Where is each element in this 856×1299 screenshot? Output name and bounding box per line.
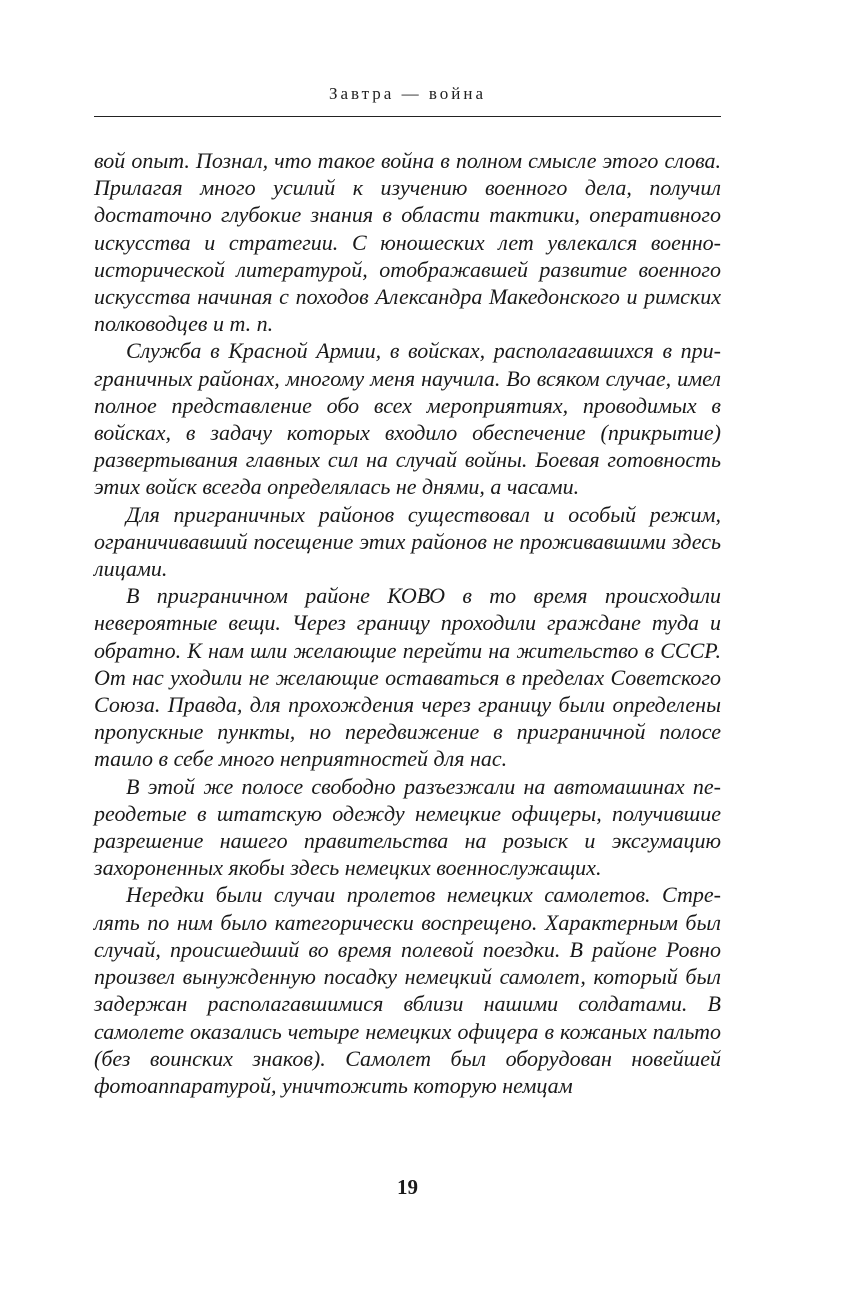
paragraph-3: Для приграничных районов существовал и особый режим, ограничивавший посещение этих районов не проживавшими здесь лицами. [94,501,721,582]
paragraph-2: Служба в Красной Армии, в войсках, располагавшихся в приграничных районах, многому меня научила. Во всяком случае, имел полное представление обо всех мероприятиях, проводимых в войсках, в задачу которых входило обеспечение (прикрытие) развертывания главных сил на случай войны. Боевая готовность этих войск всегда определялась не днями, а часами. [94,338,721,500]
paragraph-1: вой опыт. Познал, что такое война в полном смысле этого слова. Прилагая много усилий к изучению военного дела, получил достаточно глубокие знания в области тактики, оперативного искусства и стратегии. С юношеских лет увлекался военно-исторической литературой, отображавшей развитие военного искусства начиная с походов Александра Македонского и римских полководцев и т. п. [94,148,721,337]
header-divider [94,116,721,117]
paragraph-4: В приграничном районе КОВО в то время происходили невероятные вещи. Через границу проходили граждане туда и обратно. К нам шли желающие перейти на жительство в СССР. От нас уходили не желающие оставаться в пределах Советского Союза. Правда, для прохождения через границу были определены пропускные пункты, но передвижение в приграничной полосе таило в себе много неприятностей для нас. [94,583,721,772]
page-body-text [94,147,721,1099]
running-header-title: Завтра — война [329,84,486,103]
paragraph-6: Нередки были случаи пролетов немецких самолетов. Стрелять по ним было категорически воспрещено. Характерным был случай, происшедший во время полевой поездки. В районе Ровно произвел вынужденную посадку немецкий самолет, который был задержан располагавшимися вблизи нашими солдатами. В самолете оказались четыре немецких офицера в кожаных пальто (без воинских знаков). Самолет был оборудован новейшей фотоаппаратурой, уничтожить которую немцам [94,882,721,1098]
page-number: 19 [397,1175,418,1199]
paragraph-5: В этой же полосе свободно разъезжали на автомашинах переодетые в штатскую одежду немецкие офицеры, получившие разрешение нашего правительства на розыск и эксгумацию захороненных якобы здесь немецких военнослужащих. [94,773,721,881]
